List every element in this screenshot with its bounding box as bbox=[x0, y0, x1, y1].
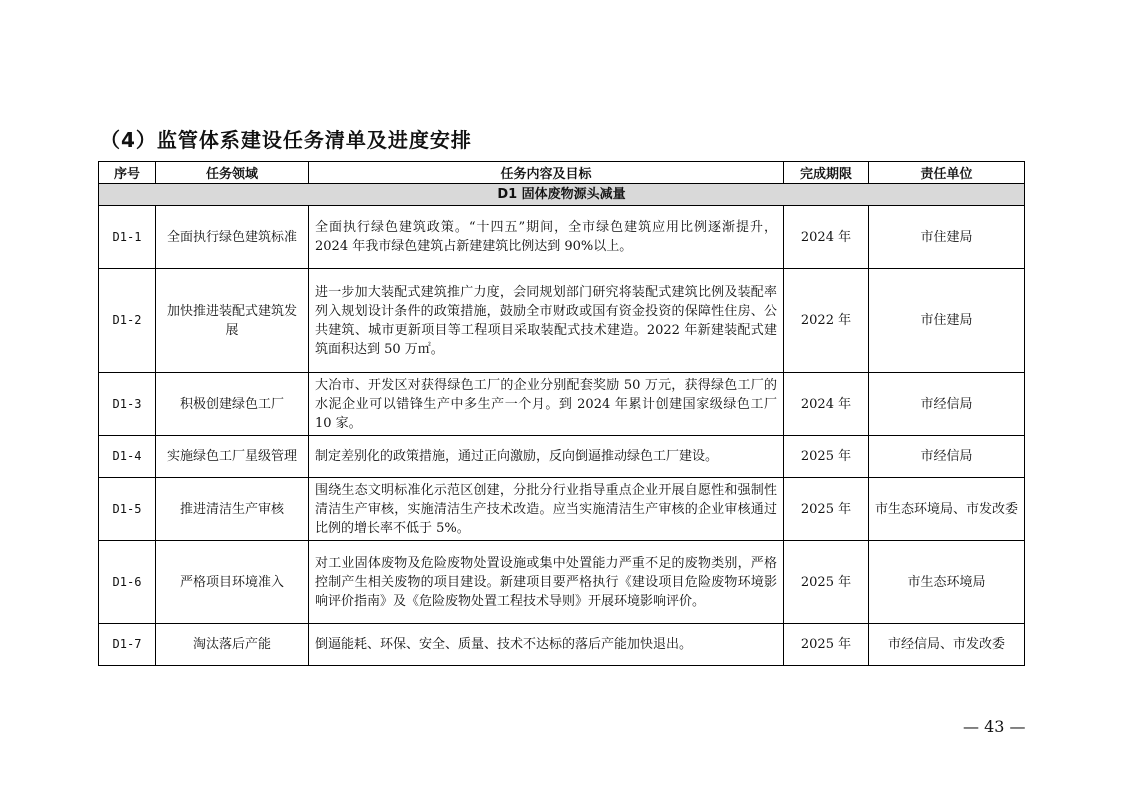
task-owner: 市生态环境局、市发改委 bbox=[869, 478, 1025, 541]
task-id: D1-4 bbox=[99, 436, 156, 478]
task-id: D1-3 bbox=[99, 373, 156, 436]
task-owner: 市经信局、市发改委 bbox=[869, 624, 1025, 666]
task-deadline: 2025 年 bbox=[784, 541, 869, 624]
table-section-row bbox=[99, 184, 1025, 206]
task-deadline: 2025 年 bbox=[784, 436, 869, 478]
task-area: 推进清洁生产审核 bbox=[156, 478, 309, 541]
table-row bbox=[99, 541, 1025, 624]
table-row bbox=[99, 478, 1025, 541]
task-deadline: 2022 年 bbox=[784, 269, 869, 373]
task-deadline: 2025 年 bbox=[784, 478, 869, 541]
task-id: D1-2 bbox=[99, 269, 156, 373]
task-content: 进一步加大装配式建筑推广力度，会同规划部门研究将装配式建筑比例及装配率列入规划设计条件的政策措施，鼓励全市财政或国有资金投资的保障性住房、公共建筑、城市更新项目等工程项目采取装配式技术建造。2022 年新建装配式建筑面积达到 50 万㎡。 bbox=[309, 269, 784, 373]
table-row bbox=[99, 624, 1025, 666]
section-title: D1 固体废物源头减量 bbox=[99, 184, 1025, 206]
page-number: — 43 — bbox=[963, 717, 1026, 736]
task-content: 对工业固体废物及危险废物处置设施或集中处置能力严重不足的废物类别，严格控制产生相关废物的项目建设。新建项目要严格执行《建设项目危险废物环境影响评价指南》及《危险废物处置工程技术导则》开展环境影响评价。 bbox=[309, 541, 784, 624]
task-deadline: 2024 年 bbox=[784, 373, 869, 436]
task-id: D1-1 bbox=[99, 206, 156, 269]
task-content: 大冶市、开发区对获得绿色工厂的企业分别配套奖励 50 万元，获得绿色工厂的水泥企业可以错锋生产中多生产一个月。到 2024 年累计创建国家级绿色工厂 10 家。 bbox=[309, 373, 784, 436]
task-table bbox=[98, 161, 1025, 666]
section-heading: （4）监管体系建设任务清单及进度安排 bbox=[100, 128, 472, 152]
task-deadline: 2024 年 bbox=[784, 206, 869, 269]
task-owner: 市住建局 bbox=[869, 269, 1025, 373]
table-row bbox=[99, 206, 1025, 269]
task-id: D1-5 bbox=[99, 478, 156, 541]
task-area: 实施绿色工厂星级管理 bbox=[156, 436, 309, 478]
task-area: 积极创建绿色工厂 bbox=[156, 373, 309, 436]
task-owner: 市经信局 bbox=[869, 436, 1025, 478]
task-area: 严格项目环境准入 bbox=[156, 541, 309, 624]
table-row bbox=[99, 373, 1025, 436]
task-id: D1-7 bbox=[99, 624, 156, 666]
task-owner: 市经信局 bbox=[869, 373, 1025, 436]
task-content: 制定差别化的政策措施，通过正向激励，反向倒逼推动绿色工厂建设。 bbox=[309, 436, 784, 478]
task-content: 围绕生态文明标准化示范区创建，分批分行业指导重点企业开展自愿性和强制性清洁生产审核，实施清洁生产技术改造。应当实施清洁生产审核的企业审核通过比例的增长率不低于 5%。 bbox=[309, 478, 784, 541]
header-deadline: 完成期限 bbox=[784, 162, 869, 184]
table-row bbox=[99, 269, 1025, 373]
task-area: 全面执行绿色建筑标准 bbox=[156, 206, 309, 269]
header-index: 序号 bbox=[99, 162, 156, 184]
header-area: 任务领域 bbox=[156, 162, 309, 184]
task-content: 全面执行绿色建筑政策。“十四五”期间，全市绿色建筑应用比例逐渐提升，2024 年我市绿色建筑占新建建筑比例达到 90%以上。 bbox=[309, 206, 784, 269]
task-owner: 市住建局 bbox=[869, 206, 1025, 269]
table-row bbox=[99, 436, 1025, 478]
header-content: 任务内容及目标 bbox=[309, 162, 784, 184]
header-owner: 责任单位 bbox=[869, 162, 1025, 184]
task-id: D1-6 bbox=[99, 541, 156, 624]
task-content: 倒逼能耗、环保、安全、质量、技术不达标的落后产能加快退出。 bbox=[309, 624, 784, 666]
table-header-row bbox=[99, 162, 1025, 184]
task-area: 加快推进装配式建筑发展 bbox=[156, 269, 309, 373]
task-deadline: 2025 年 bbox=[784, 624, 869, 666]
task-owner: 市生态环境局 bbox=[869, 541, 1025, 624]
task-area: 淘汰落后产能 bbox=[156, 624, 309, 666]
